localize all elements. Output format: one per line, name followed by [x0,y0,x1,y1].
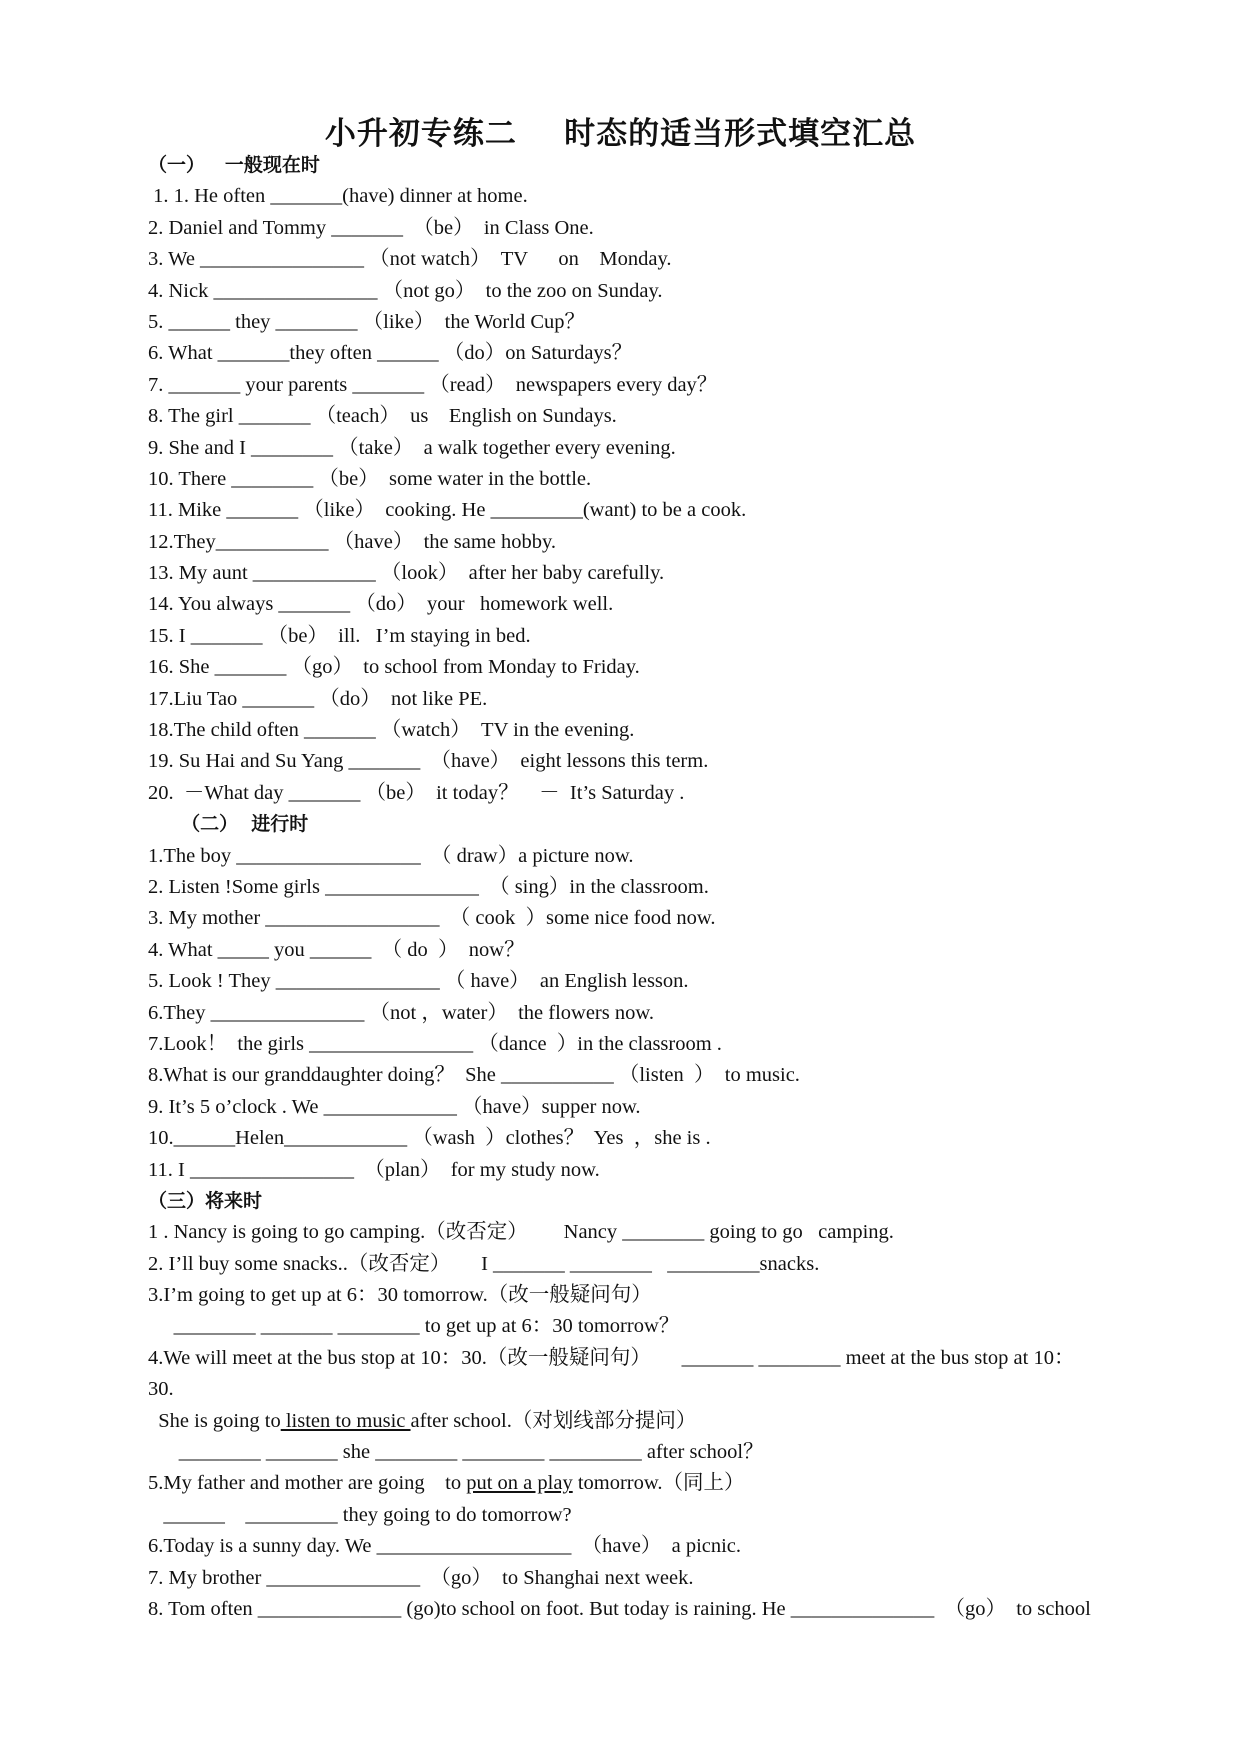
section-heading-present: （一） 一般现在时 [148,154,320,176]
line-text: 5.My father and mother are going to [148,1472,467,1495]
exercise-line: 10.______Helen____________ （wash ）clothes？ Yes ，she is . [148,1127,711,1150]
page-title: 小升初专练二 时态的适当形式填空汇总 [324,116,917,152]
exercise-line: 15. I _______ （be） ill. I’m staying in bed. [148,624,531,647]
exercise-line: 3.I’m going to get up at 6：30 tomorrow.（改一般疑问句） [148,1284,652,1307]
exercise-line: 10. There ________ （be） some water in the bottle. [148,467,592,490]
exercise-line: 5. ______ they ________ （like） the World Cup？ [148,310,585,333]
section-heading-future: （三）将来时 [148,1189,263,1212]
exercise-line: 19. Su Hai and Su Yang _______ （have） eight lessons this term. [148,750,709,773]
exercise-line: 1. 1. He often _______(have) dinner at home. [148,185,528,208]
exercise-line: 6.They _______________ （not ，water） the flowers now. [148,1001,654,1024]
exercise-line: 9. It’s 5 o’clock . We _____________ （have）supper now. [148,1095,641,1118]
exercise-line: 2. Daniel and Tommy _______ （be） in Class One. [148,216,594,239]
exercise-line: 1.The boy __________________ （ draw）a picture now. [148,844,634,867]
line-text: after school.（对划线部分提问） [410,1409,697,1432]
exercise-line: ______ _________ they going to do tomorrow? [148,1503,572,1526]
exercise-line: 5. Look ! They ________________ （ have） an English lesson. [148,970,689,993]
exercise-line: 18.The child often _______ （watch） TV in the evening. [148,719,635,742]
exercise-line: 3. My mother _________________ （ cook ）some nice food now. [148,907,716,930]
exercise-line: 4. What _____ you ______ （ do ） now？ [148,938,525,961]
exercise-line: 13. My aunt ____________ （look） after her baby carefully. [148,562,665,585]
underlined-phrase: put on a play [466,1472,573,1495]
exercise-line: 6.Today is a sunny day. We ___________________ （have） a picnic. [148,1535,742,1558]
exercise-line: 1 . Nancy is going to go camping.（改否定） Nancy ________ going to go camping. [148,1221,894,1244]
exercise-line: 9. She and I ________ （take） a walk together every evening. [148,436,676,459]
exercise-line: 30. [148,1378,174,1401]
exercise-line: ________ _______ ________ to get up at 6：30 tomorrow？ [148,1315,680,1338]
exercise-line: 7. My brother _______________ （go） to Shanghai next week. [148,1566,694,1589]
exercise-line: 8. Tom often ______________ (go)to school on foot. But today is raining. He ______________ （go） to school [148,1597,1091,1620]
section-heading-progressive: （二） 进行时 [148,813,309,836]
line-text: tomorrow.（同上） [572,1472,745,1495]
exercise-line-underlined [148,1468,1208,1499]
exercise-line: 7.Look！ the girls ________________ （dance ）in the classroom . [148,1032,722,1055]
line-text: She is going to [148,1409,281,1432]
exercise-line: ________ _______ she ________ ________ _________ after school？ [148,1441,764,1464]
exercise-line: 4. Nick ________________ （not go） to the zoo on Sunday. [148,279,663,302]
exercise-line: 20. －What day _______ （be） it today？ － It’s Saturday . [148,781,685,804]
exercise-line: 2. Listen !Some girls _______________ （ sing）in the classroom. [148,875,709,898]
exercise-content [148,150,1208,1625]
exercise-line-underlined [148,1406,1208,1437]
exercise-line: 11. Mike _______ （like） cooking. He _________(want) to be a cook. [148,499,747,522]
exercise-line: 2. I’ll buy some snacks..（改否定） I _______ ________ _________snacks. [148,1252,820,1275]
exercise-line: 11. I ________________ （plan） for my study now. [148,1158,600,1181]
exercise-line: 8. The girl _______ （teach） us English on Sundays. [148,405,617,428]
exercise-line: 4.We will meet at the bus stop at 10：30.（改一般疑问句） _______ ________ meet at the bus stop at 10： [148,1346,1075,1369]
exercise-line: 3. We ________________ （not watch） TV on Monday. [148,248,672,271]
exercise-line: 7. _______ your parents _______ （read） newspapers every day？ [148,373,718,396]
underlined-phrase: listen to music [280,1409,411,1432]
exercise-line: 14. You always _______ （do） your homework well. [148,593,614,616]
exercise-line: 6. What _______they often ______ （do）on Saturdays？ [148,342,633,365]
exercise-line: 8.What is our granddaughter doing？ She ___________ （listen ） to music. [148,1064,800,1087]
exercise-line: 12.They___________ （have） the same hobby. [148,530,557,553]
exercise-line: 17.Liu Tao _______ （do） not like PE. [148,687,488,710]
exercise-line: 16. She _______ （go） to school from Monday to Friday. [148,656,640,679]
